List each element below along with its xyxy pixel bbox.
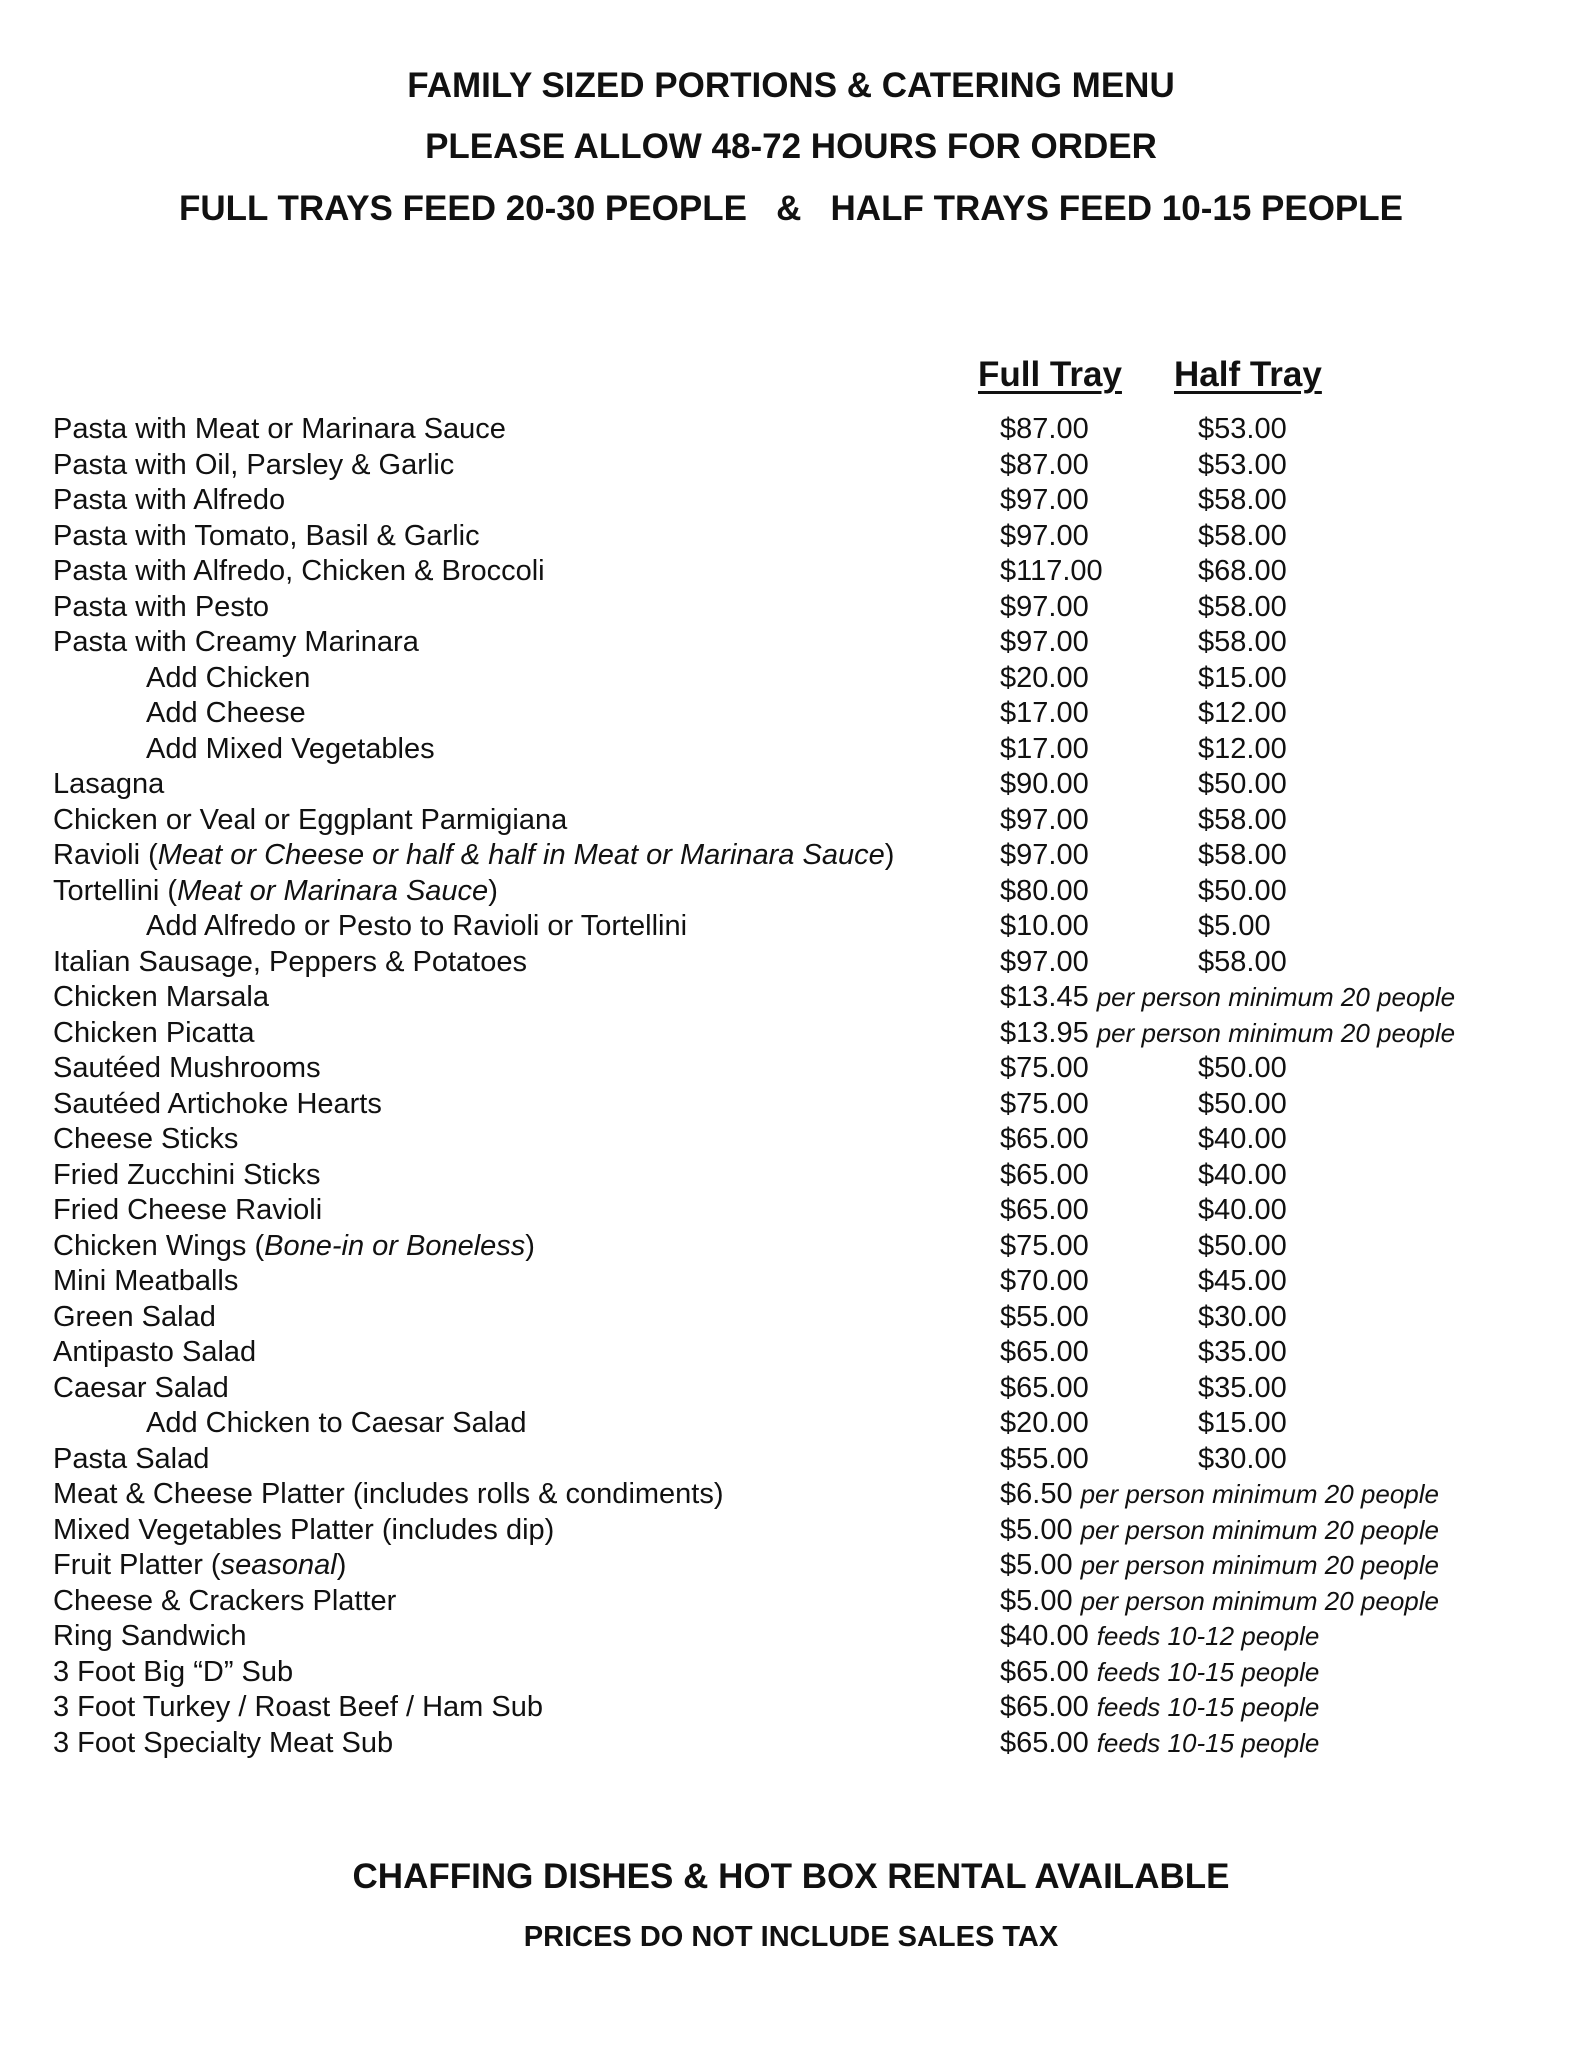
full-tray-price (1000, 1193, 1089, 1229)
menu-row (0, 1619, 1582, 1655)
half-tray-price: $40.00 (1198, 1194, 1287, 1226)
menu-item-name (53, 767, 164, 803)
menu-item-name (53, 1442, 209, 1478)
half-tray-price: $15.00 (1198, 1407, 1287, 1439)
item-name-text: 3 Foot Specialty Meat Sub (53, 1726, 394, 1759)
item-name-close: ) (525, 1229, 535, 1262)
half-tray-price: $40.00 (1198, 1158, 1287, 1191)
full-price-value: $20.00 (1000, 1407, 1089, 1439)
full-price-value: $97.00 (1000, 945, 1089, 978)
menu-row (0, 838, 1582, 874)
half-tray-price: $68.00 (1198, 555, 1287, 587)
item-name-text: Pasta with Pesto (53, 590, 269, 623)
menu-item-name (53, 483, 285, 519)
full-price-value: $97.00 (1000, 839, 1089, 871)
item-name-text: Pasta with Creamy Marinara (53, 626, 419, 658)
full-price-value: $75.00 (1000, 1087, 1089, 1120)
menu-title: FAMILY SIZED PORTIONS & CATERING MENU (407, 66, 1175, 105)
full-price-value: $55.00 (1000, 1300, 1089, 1333)
menu-item-name (53, 1513, 554, 1549)
full-price-value: $97.00 (1000, 803, 1089, 836)
full-price-value: $97.00 (1000, 484, 1089, 516)
item-name-detail: seasonal (220, 1549, 337, 1581)
full-tray-price (1000, 767, 1089, 803)
full-tray-price (1000, 412, 1089, 448)
full-tray-price (1000, 519, 1089, 555)
full-price-value: $117.00 (1000, 555, 1103, 587)
menu-item-name (53, 1193, 322, 1229)
half-tray-price: $30.00 (1198, 1300, 1287, 1333)
menu-item-name (53, 1371, 229, 1407)
menu-row (0, 590, 1582, 626)
menu-list (0, 412, 1582, 1761)
full-tray-price (1000, 1335, 1089, 1371)
menu-row (0, 661, 1582, 697)
item-name-text: 3 Foot Turkey / Roast Beef / Ham Sub (53, 1691, 543, 1723)
full-price-value: $65.00 (1000, 1194, 1089, 1226)
half-tray-price: $58.00 (1198, 803, 1287, 836)
full-tray-price (1000, 1584, 1439, 1620)
menu-item-name (53, 448, 454, 484)
menu-row (0, 696, 1582, 732)
full-tray-price (1000, 803, 1089, 839)
half-tray-price: $45.00 (1198, 1265, 1287, 1297)
full-price-value: $55.00 (1000, 1442, 1089, 1475)
item-name-text: Tortellini ( (53, 874, 178, 907)
item-name-text: Mini Meatballs (53, 1265, 239, 1297)
half-tray-price: $50.00 (1198, 768, 1287, 800)
full-tray-price (1000, 696, 1089, 732)
menu-row (0, 483, 1582, 519)
half-tray-price: $53.00 (1198, 413, 1287, 445)
item-name-text: Sautéed Artichoke Hearts (53, 1087, 382, 1120)
menu-row (0, 1513, 1582, 1549)
menu-row (0, 874, 1582, 910)
full-price-value: $97.00 (1000, 519, 1089, 552)
full-price-value: $70.00 (1000, 1265, 1089, 1297)
rental-notice: CHAFFING DISHES & HOT BOX RENTAL AVAILABLE (352, 1857, 1230, 1896)
menu-row (0, 1051, 1582, 1087)
menu-row (0, 1726, 1582, 1762)
menu-item-name (53, 1477, 724, 1513)
price-note: per person minimum 20 people (1080, 1585, 1439, 1616)
menu-item-name (53, 874, 498, 910)
menu-item-name (53, 838, 894, 874)
full-price-value: $65.00 (1000, 1158, 1089, 1191)
full-tray-price (1000, 554, 1103, 590)
menu-row (0, 803, 1582, 839)
menu-row (0, 1477, 1582, 1513)
menu-item-name (53, 1726, 393, 1762)
item-name-text: Sautéed Mushrooms (53, 1052, 321, 1084)
full-tray-price (1000, 448, 1089, 484)
menu-item-name (53, 590, 269, 626)
menu-row (0, 1300, 1582, 1336)
menu-item-name (53, 519, 480, 555)
item-name-text: Chicken Wings ( (53, 1229, 265, 1262)
item-name-close: ) (488, 874, 498, 907)
price-note: per person minimum 20 people (1080, 1550, 1439, 1580)
item-name-close: ) (884, 839, 895, 871)
price-note: feeds 10-15 people (1096, 1692, 1320, 1722)
menu-row (0, 412, 1582, 448)
half-tray-price: $53.00 (1198, 448, 1287, 481)
tax-notice: PRICES DO NOT INCLUDE SALES TAX (523, 1921, 1059, 1953)
item-name-text: Antipasto Salad (53, 1336, 257, 1368)
full-tray-price (1000, 1300, 1089, 1336)
menu-row (0, 1371, 1582, 1407)
full-price-value: $97.00 (1000, 590, 1089, 623)
menu-row (0, 625, 1582, 661)
full-tray-price (1000, 625, 1089, 661)
full-tray-price (1000, 1442, 1089, 1478)
half-tray-price: $58.00 (1198, 590, 1287, 623)
full-tray-price (1000, 1229, 1089, 1265)
full-price-value: $65.00 (1000, 1726, 1089, 1759)
item-name-text: Add Chicken (146, 661, 311, 694)
full-price-value: $65.00 (1000, 1691, 1089, 1723)
half-tray-price: $50.00 (1198, 1087, 1287, 1120)
half-tray-price: $58.00 (1198, 484, 1287, 516)
price-note: feeds 10-15 people (1096, 1727, 1320, 1758)
full-price-value: $5.00 (1000, 1513, 1073, 1546)
full-tray-price (1000, 1371, 1089, 1407)
item-name-text: Meat & Cheese Platter (includes rolls & condiments) (53, 1478, 724, 1510)
full-tray-price (1000, 732, 1089, 768)
menu-item-name (53, 1051, 321, 1087)
order-notice: PLEASE ALLOW 48-72 HOURS FOR ORDER (425, 127, 1157, 166)
half-tray-price: $50.00 (1198, 1052, 1287, 1084)
item-name-text: Mixed Vegetables Platter (includes dip) (53, 1513, 555, 1546)
item-name-text: Pasta with Alfredo, Chicken & Broccoli (53, 555, 545, 587)
full-price-value: $5.00 (1000, 1549, 1073, 1581)
menu-row (0, 519, 1582, 555)
full-tray-price (1000, 1016, 1455, 1052)
item-name-text: Italian Sausage, Peppers & Potatoes (53, 945, 527, 978)
menu-item-name (146, 909, 687, 945)
item-name-text: Pasta with Alfredo (53, 484, 286, 516)
half-tray-price: $15.00 (1198, 661, 1287, 694)
full-price-value: $80.00 (1000, 874, 1089, 907)
full-price-value: $6.50 (1000, 1478, 1073, 1510)
price-note: feeds 10-15 people (1096, 1656, 1320, 1687)
menu-row (0, 1690, 1582, 1726)
menu-row (0, 1158, 1582, 1194)
menu-row (0, 732, 1582, 768)
menu-row (0, 1655, 1582, 1691)
full-tray-price (1000, 1690, 1319, 1726)
half-tray-price: $12.00 (1198, 732, 1287, 765)
half-tray-price: $40.00 (1198, 1123, 1287, 1155)
menu-item-name (53, 1548, 346, 1584)
half-tray-price: $58.00 (1198, 839, 1287, 871)
full-tray-price (1000, 1619, 1319, 1655)
item-name-text: Cheese Sticks (53, 1123, 239, 1155)
half-tray-price: $50.00 (1198, 1229, 1287, 1262)
full-price-value: $13.45 (1000, 981, 1089, 1013)
menu-item-name (53, 1300, 216, 1336)
menu-item-name (53, 1655, 293, 1691)
full-tray-price (1000, 1655, 1319, 1691)
price-note: per person minimum 20 people (1096, 1017, 1456, 1048)
half-tray-price: $58.00 (1198, 945, 1287, 978)
menu-item-name (53, 1264, 238, 1300)
item-name-text: Add Chicken to Caesar Salad (146, 1407, 527, 1439)
menu-item-name (146, 1406, 526, 1442)
full-tray-price (1000, 661, 1089, 697)
menu-item-name (53, 1335, 256, 1371)
full-tray-price (1000, 838, 1089, 874)
half-tray-price: $35.00 (1198, 1371, 1287, 1404)
price-note: per person minimum 20 people (1080, 1514, 1439, 1545)
item-name-text: Green Salad (53, 1300, 216, 1333)
item-name-text: Caesar Salad (53, 1371, 229, 1404)
full-tray-price (1000, 1477, 1439, 1513)
price-note: per person minimum 20 people (1096, 982, 1456, 1012)
full-price-value: $75.00 (1000, 1229, 1089, 1262)
item-name-text: Lasagna (53, 768, 165, 800)
full-tray-price (1000, 874, 1089, 910)
menu-item-name (146, 696, 306, 732)
menu-row (0, 554, 1582, 590)
full-price-value: $87.00 (1000, 448, 1089, 481)
item-name-text: 3 Foot Big “D” Sub (53, 1655, 294, 1688)
full-price-value: $75.00 (1000, 1052, 1089, 1084)
full-price-value: $65.00 (1000, 1655, 1089, 1688)
menu-row (0, 1016, 1582, 1052)
menu-item-name (53, 412, 506, 448)
menu-row (0, 1087, 1582, 1123)
item-name-text: Add Alfredo or Pesto to Ravioli or Tortellini (146, 910, 688, 942)
half-tray-price: $12.00 (1198, 697, 1287, 729)
full-tray-price (1000, 590, 1089, 626)
item-name-detail: Bone-in or Boneless (264, 1229, 526, 1262)
full-tray-price (1000, 1726, 1319, 1762)
item-name-text: Chicken or Veal or Eggplant Parmigiana (53, 803, 568, 836)
menu-row (0, 945, 1582, 981)
price-note: per person minimum 20 people (1080, 1479, 1439, 1509)
full-tray-price (1000, 1513, 1439, 1549)
full-tray-price (1000, 909, 1089, 945)
half-tray-price: $50.00 (1198, 874, 1287, 907)
full-tray-price (1000, 980, 1455, 1016)
full-tray-header: Full Tray (978, 355, 1122, 394)
full-price-value: $17.00 (1000, 697, 1089, 729)
item-name-detail: Meat or Cheese or half & half in Meat or Marinara Sauce (157, 839, 885, 871)
full-tray-price (1000, 1158, 1089, 1194)
full-price-value: $90.00 (1000, 768, 1089, 800)
item-name-text: Pasta with Oil, Parsley & Garlic (53, 448, 455, 481)
menu-row (0, 1264, 1582, 1300)
menu-row (0, 1442, 1582, 1478)
item-name-text: Pasta with Meat or Marinara Sauce (53, 413, 506, 445)
full-tray-price (1000, 1264, 1089, 1300)
item-name-text: Pasta with Tomato, Basil & Garlic (53, 519, 480, 552)
menu-row (0, 980, 1582, 1016)
menu-item-name (146, 661, 310, 697)
half-tray-header: Half Tray (1174, 355, 1322, 394)
half-tray-price: $5.00 (1198, 910, 1271, 942)
menu-item-name (53, 803, 567, 839)
item-name-text: Add Cheese (146, 697, 306, 729)
menu-item-name (53, 945, 527, 981)
full-price-value: $10.00 (1000, 910, 1089, 942)
menu-row (0, 767, 1582, 803)
menu-row (0, 448, 1582, 484)
full-tray-price (1000, 1122, 1089, 1158)
menu-item-name (53, 1584, 396, 1620)
half-tray-price: $58.00 (1198, 626, 1287, 658)
item-name-text: Fruit Platter ( (53, 1549, 221, 1581)
full-tray-price (1000, 1406, 1089, 1442)
menu-item-name (53, 980, 269, 1016)
menu-row (0, 1406, 1582, 1442)
item-name-text: Chicken Picatta (53, 1016, 255, 1049)
full-price-value: $5.00 (1000, 1584, 1073, 1617)
price-note: feeds 10-12 people (1096, 1621, 1320, 1651)
menu-item-name (53, 1690, 543, 1726)
item-name-close: ) (336, 1549, 347, 1581)
full-tray-price (1000, 1087, 1089, 1123)
menu-row (0, 1335, 1582, 1371)
full-price-value: $65.00 (1000, 1123, 1089, 1155)
menu-item-name (53, 1158, 321, 1194)
item-name-detail: Meat or Marinara Sauce (177, 874, 489, 907)
item-name-text: Fried Cheese Ravioli (53, 1194, 323, 1226)
menu-item-name (53, 1229, 535, 1265)
menu-item-name (53, 1087, 382, 1123)
item-name-text: Ravioli ( (53, 839, 158, 871)
menu-item-name (53, 1122, 238, 1158)
item-name-text: Fried Zucchini Sticks (53, 1158, 321, 1191)
menu-item-name (53, 554, 545, 590)
full-price-value: $65.00 (1000, 1336, 1089, 1368)
item-name-text: Pasta Salad (53, 1442, 210, 1475)
half-tray-price: $58.00 (1198, 519, 1287, 552)
menu-row (0, 1548, 1582, 1584)
tray-size-notice: FULL TRAYS FEED 20-30 PEOPLE & HALF TRAYS FEED 10-15 PEOPLE (178, 189, 1403, 228)
full-tray-price (1000, 1051, 1089, 1087)
item-name-text: Add Mixed Vegetables (146, 732, 435, 765)
menu-item-name (53, 1619, 246, 1655)
item-name-text: Ring Sandwich (53, 1620, 247, 1652)
full-tray-price (1000, 945, 1089, 981)
half-tray-price: $30.00 (1198, 1442, 1287, 1475)
half-tray-price: $35.00 (1198, 1336, 1287, 1368)
item-name-text: Chicken Marsala (53, 981, 269, 1013)
menu-row (0, 1193, 1582, 1229)
full-price-value: $97.00 (1000, 626, 1089, 658)
item-name-text: Cheese & Crackers Platter (53, 1584, 397, 1617)
menu-row (0, 1122, 1582, 1158)
menu-row (0, 909, 1582, 945)
menu-row (0, 1584, 1582, 1620)
menu-item-name (53, 1016, 255, 1052)
menu-item-name (53, 625, 419, 661)
full-price-value: $87.00 (1000, 413, 1089, 445)
full-price-value: $13.95 (1000, 1016, 1089, 1049)
menu-item-name (146, 732, 435, 768)
full-tray-price (1000, 483, 1089, 519)
full-tray-price (1000, 1548, 1439, 1584)
menu-row (0, 1229, 1582, 1265)
full-price-value: $20.00 (1000, 661, 1089, 694)
full-price-value: $17.00 (1000, 732, 1089, 765)
full-price-value: $65.00 (1000, 1371, 1089, 1404)
full-price-value: $40.00 (1000, 1620, 1089, 1652)
